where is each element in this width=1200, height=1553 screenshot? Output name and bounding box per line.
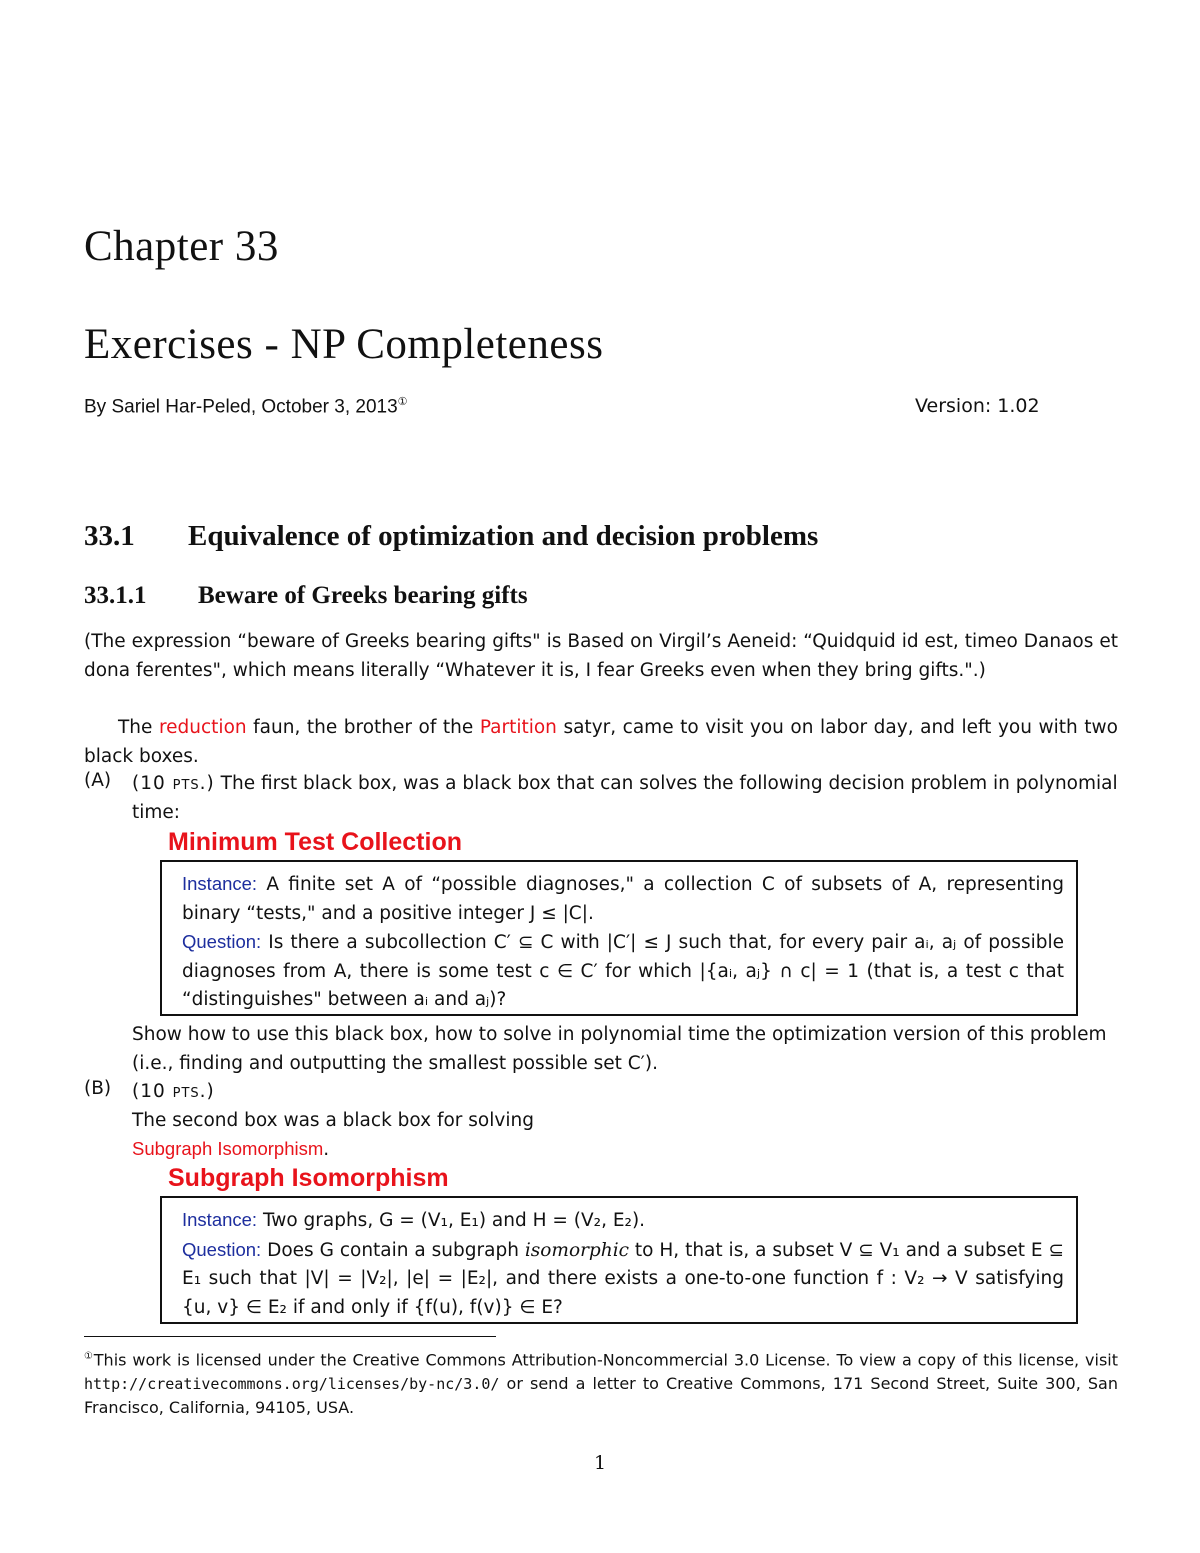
instance-label: Instance: [182,873,258,894]
chapter-label: Chapter 33 [84,223,279,270]
instance-label: Instance: [182,1209,258,1230]
footnote-text: or send a letter to Creative Commons, 171 Second Street, Suite 300, San Francisco, California, 94105, USA. [84,1373,1118,1418]
item-a-points: (10 pts.) [132,773,215,794]
footnote-mark: ① [84,1351,94,1362]
footnote [84,1345,1118,1420]
section-number: 33.1 [84,520,135,552]
item-a-description: The first black box, was a black box that can solves the following decision problem in polynomial time: [132,773,1118,823]
question-line [182,928,1064,1015]
para-text: satyr, came to visit you on labor day, and left you with two black boxes. [84,717,1118,767]
problem-title-min-test: Minimum Test Collection [168,828,462,856]
footnote-divider [84,1336,496,1337]
question-text: Does G contain a subgraph [261,1239,525,1261]
byline [84,395,408,418]
instance-line [182,870,1064,928]
license-url-link[interactable]: http://creativecommons.org/licenses/by-nc/3.0/ [84,1374,500,1393]
subsection-title: Beware of Greeks bearing gifts [198,582,528,609]
byline-footnote-mark[interactable]: ① [397,396,408,408]
problem-box-min-test [160,860,1078,1016]
question-emphasis: isomorphic [524,1239,629,1261]
question-label: Question: [182,931,262,952]
page-number: 1 [593,1452,607,1474]
instance-text: Two graphs, G = (V₁, E₁) and H = (V₂, E₂). [257,1210,646,1231]
partition-link[interactable]: Partition [479,717,557,738]
item-a-text [132,770,1118,827]
instance-line [182,1206,1064,1236]
problem-title-subgraph-iso: Subgraph Isomorphism [168,1164,449,1192]
footnote-text: This work is licensed under the Creative Commons Attribution-Noncommercial 3.0 License. To view a copy of this license, visit [93,1350,1118,1370]
problem-box-subgraph-iso [160,1196,1078,1324]
item-a-label: (A) [84,770,112,791]
reduction-paragraph [84,714,1118,771]
item-b-period: . [323,1139,330,1160]
item-b-label: (B) [84,1078,112,1099]
item-b-points: (10 pts.) [132,1081,215,1102]
para-text: faun, the brother of the [246,717,480,738]
question-label: Question: [182,1238,262,1260]
question-text: Is there a subcollection C′ ⊆ C with |C′| ≤ J such that, for every pair aᵢ, aⱼ of possible diagnoses from A, there is some test c ∈ C′ for which |{aᵢ, aⱼ} ∩ c| = 1 (that is, a test c that “distinguishes" between aᵢ and aⱼ)? [182,932,1064,1010]
instance-text: A finite set A of “possible diagnoses," a collection C of subsets of A, representing binary “tests," and a positive integer J ≤ |C|. [182,874,1064,924]
intro-paragraph: (The expression “beware of Greeks bearing gifts" is Based on Virgil’s Aeneid: “Quidquid id est, timeo Danaos et dona ferentes", which means literally “Whatever it is, I fear Greeks even when they bring gifts.".) [84,631,1118,681]
item-a-followup: Show how to use this black box, how to solve in polynomial time the optimization version of this problem (i.e., finding and outputting the smallest possible set C′). [132,1024,1107,1074]
chapter-title: Exercises - NP Completeness [84,321,604,368]
subgraph-isomorphism-link[interactable]: Subgraph Isomorphism [132,1138,324,1159]
item-b-text [132,1078,1118,1165]
section-title: Equivalence of optimization and decision problems [188,520,819,552]
reduction-link[interactable]: reduction [158,717,247,738]
byline-text: By Sariel Har-Peled, October 3, 2013 [84,396,398,418]
subsection-number: 33.1.1 [84,582,147,609]
section-heading [84,520,818,553]
question-text: to H, that is, a subset V ⊆ V₁ and a subset E ⊆ E₁ such that |V| = |V₂|, |e| = |E₂|, and there exists a one-to-one function f : V₂ → V satisfying {u, v} ∈ E₂ if and only if {f(u), f(v)} ∈ E? [182,1239,1064,1318]
item-b-description: The second box was a black box for solving [132,1109,534,1131]
para-text: The [118,717,159,738]
subsection-heading [84,582,528,610]
question-line [182,1236,1064,1323]
version-label: Version: 1.02 [915,395,1040,417]
